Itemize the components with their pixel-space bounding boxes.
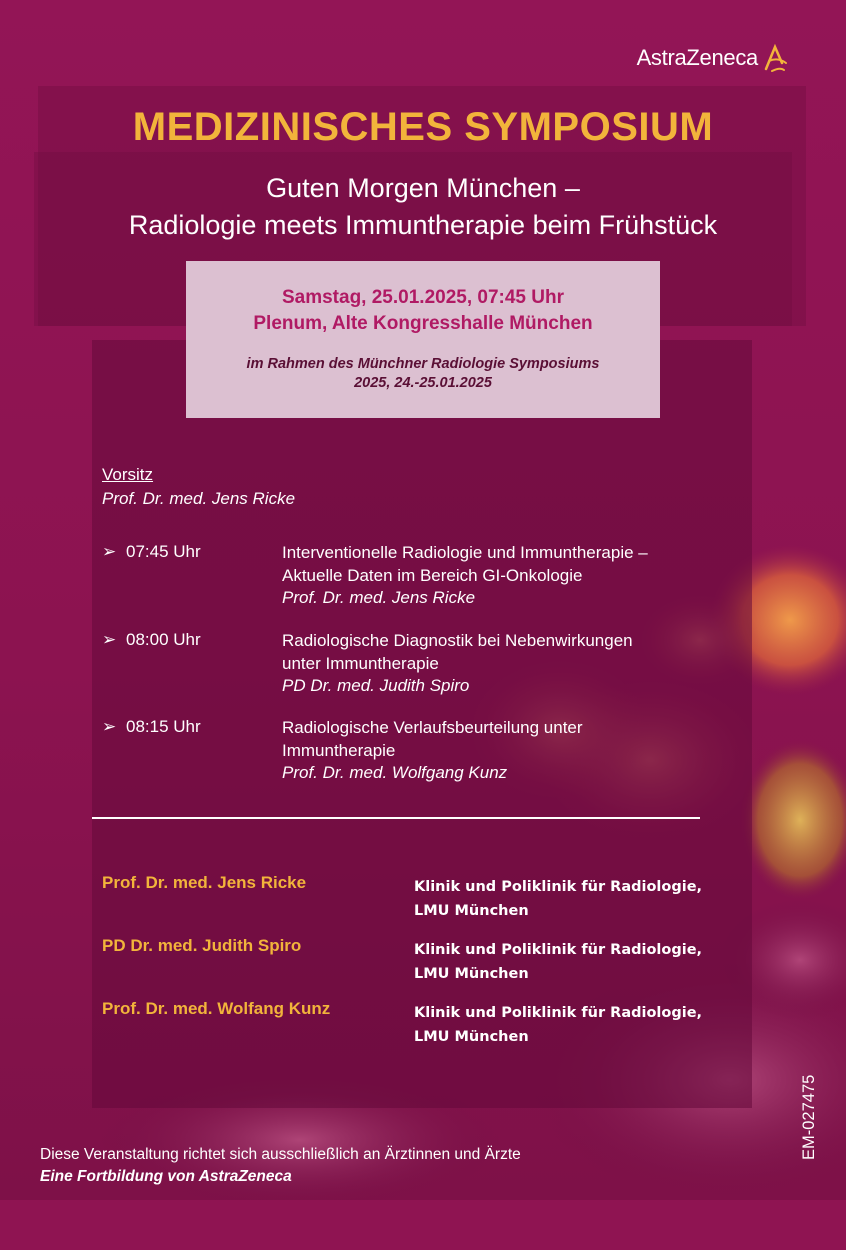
agenda-topic xyxy=(282,717,722,785)
document-code xyxy=(800,1074,824,1250)
agenda-speaker: PD Dr. med. Judith Spiro xyxy=(282,676,470,695)
institution-line-1: Klinik und Poliklinik für Radiologie, xyxy=(414,942,703,958)
page-title: MEDIZINISCHES SYMPOSIUM xyxy=(132,105,714,149)
speaker-institution xyxy=(414,1001,702,1049)
astrazeneca-logo-icon xyxy=(762,43,788,73)
event-date-time: Samstag, 25.01.2025, 07:45 Uhr xyxy=(281,287,564,308)
chair-name: Prof. Dr. med. Jens Ricke xyxy=(102,489,296,508)
agenda-topic-line-1: Radiologische Verlaufsbeurteilung unter xyxy=(282,718,583,737)
agenda-topic-line-2: Aktuelle Daten im Bereich GI-Onkologie xyxy=(282,565,583,585)
agenda-topic xyxy=(282,630,722,698)
agenda-time: 08:15 Uhr xyxy=(126,717,201,736)
speaker-name: Prof. Dr. med. Wolfang Kunz xyxy=(102,999,331,1018)
arrow-bullet-icon: ➢ xyxy=(102,542,117,561)
provider-note: Eine Fortbildung von AstraZeneca xyxy=(40,1168,292,1185)
institution-line-2: LMU München xyxy=(414,1029,529,1045)
event-context-line-2: 2025, 24.-25.01.2025 xyxy=(354,375,492,391)
agenda-speaker: Prof. Dr. med. Jens Ricke xyxy=(282,588,476,607)
subtitle-line-2: Radiologie meets Immuntherapie beim Frühstück xyxy=(128,210,718,240)
agenda-speaker: Prof. Dr. med. Wolfgang Kunz xyxy=(282,763,508,782)
document-code-text: EM-027475 xyxy=(800,1074,818,1160)
speaker-name: Prof. Dr. med. Jens Ricke xyxy=(102,873,307,892)
agenda-topic-line-1: Interventionelle Radiologie und Immuntherapie – xyxy=(282,543,648,562)
subtitle xyxy=(0,170,846,244)
event-date-location xyxy=(186,285,660,337)
agenda-topic-line-1: Radiologische Diagnostik bei Nebenwirkungen xyxy=(282,631,633,650)
speaker-institution xyxy=(414,875,702,923)
institution-line-2: LMU München xyxy=(414,903,529,919)
speaker-name: PD Dr. med. Judith Spiro xyxy=(102,936,302,955)
divider xyxy=(92,817,700,819)
astrazeneca-logo xyxy=(637,43,788,73)
institution-line-1: Klinik und Poliklinik für Radiologie, xyxy=(414,1005,703,1021)
event-context-line-1: im Rahmen des Münchner Radiologie Symposiums xyxy=(246,356,600,372)
institution-line-2: LMU München xyxy=(414,966,529,982)
event-location: Plenum, Alte Kongresshalle München xyxy=(253,313,593,334)
agenda-time: 08:00 Uhr xyxy=(126,630,201,649)
agenda-topic-line-2: Immuntherapie xyxy=(282,740,396,760)
audience-note: Diese Veranstaltung richtet sich ausschließlich an Ärztinnen und Ärzte xyxy=(40,1146,521,1163)
logo-text: AstraZeneca xyxy=(636,45,758,70)
arrow-bullet-icon: ➢ xyxy=(102,630,117,649)
event-info-box xyxy=(186,261,660,418)
subtitle-line-1: Guten Morgen München – xyxy=(266,173,580,203)
event-context xyxy=(186,355,660,393)
speaker-institution xyxy=(414,938,702,986)
agenda-time: 07:45 Uhr xyxy=(126,542,201,561)
institution-line-1: Klinik und Poliklinik für Radiologie, xyxy=(414,879,703,895)
agenda-topic xyxy=(282,542,722,610)
agenda-topic-line-2: unter Immuntherapie xyxy=(282,653,439,673)
arrow-bullet-icon: ➢ xyxy=(102,717,117,736)
chair-label: Vorsitz xyxy=(102,465,154,484)
